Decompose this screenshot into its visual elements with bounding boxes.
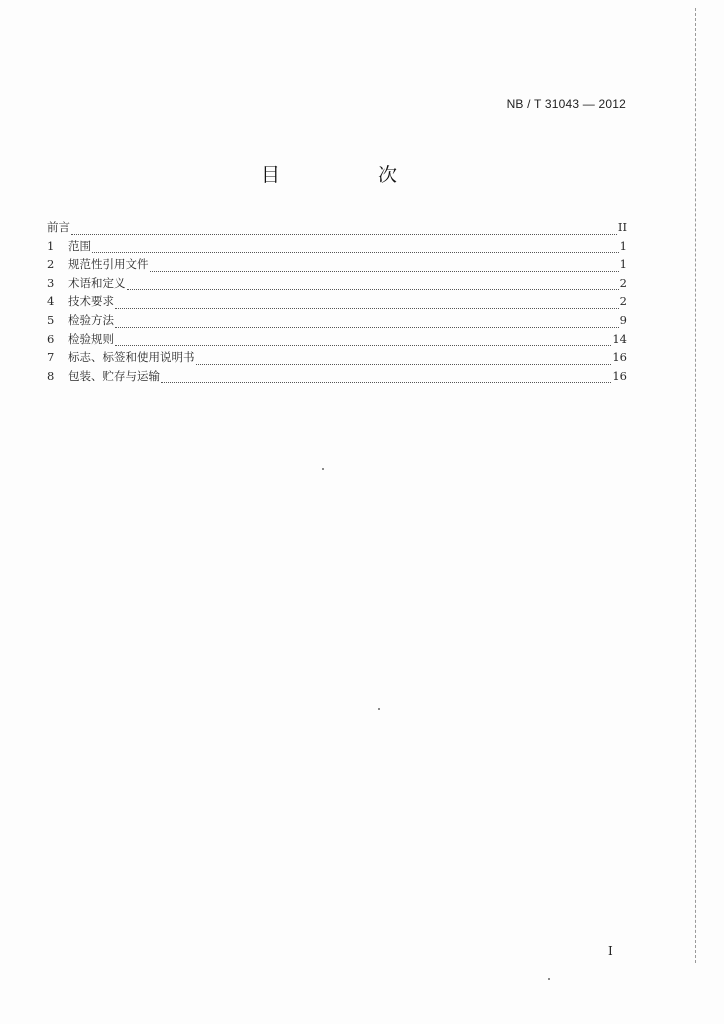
toc-entry-label: 检验规则 (68, 331, 114, 346)
table-of-contents (47, 219, 627, 386)
toc-entry-page: II (617, 220, 627, 234)
toc-entry-page: 1 (619, 238, 627, 253)
toc-entry[interactable] (47, 219, 627, 238)
toc-entry-label: 检验方法 (68, 312, 114, 327)
toc-entry-page: 2 (619, 275, 627, 290)
toc-entry-label: 范围 (68, 238, 91, 253)
toc-entry-number: 8 (47, 368, 55, 383)
toc-entry[interactable] (47, 256, 627, 275)
toc-entry-label: 包装、贮存与运输 (68, 368, 160, 383)
toc-entry[interactable] (47, 238, 627, 257)
toc-entry-number: 5 (47, 312, 55, 327)
scan-speck (378, 708, 380, 710)
toc-entry[interactable] (47, 368, 627, 387)
toc-entry-number: 7 (47, 350, 55, 365)
toc-entry[interactable] (47, 293, 627, 312)
toc-entry[interactable] (47, 331, 627, 350)
toc-leader-dots (115, 327, 619, 328)
toc-entry[interactable] (47, 275, 627, 294)
toc-leader-dots (115, 308, 619, 309)
toc-entry-label: 前言 (47, 220, 70, 234)
toc-entry-number: 6 (47, 331, 55, 346)
toc-entry-page: 16 (612, 350, 627, 365)
toc-entry-label: 标志、标签和使用说明书 (68, 350, 195, 365)
toc-leader-dots (92, 252, 619, 253)
toc-leader-dots (127, 289, 619, 290)
toc-entry-page: 1 (619, 257, 627, 272)
scan-speck (322, 468, 324, 470)
toc-leader-dots (115, 345, 611, 346)
toc-entry-number: 4 (47, 294, 55, 309)
toc-entry-page: 2 (619, 294, 627, 309)
toc-leader-dots (71, 234, 617, 235)
toc-entry-number: 1 (47, 238, 55, 253)
page-title: 目 次 (260, 164, 444, 186)
toc-entry-label: 技术要求 (68, 294, 114, 309)
toc-entry-label: 规范性引用文件 (68, 257, 149, 272)
toc-entry[interactable] (47, 349, 627, 368)
toc-leader-dots (150, 271, 619, 272)
toc-entry-number: 3 (47, 275, 55, 290)
toc-entry-page: 14 (612, 331, 627, 346)
page-number: I (608, 944, 613, 958)
toc-leader-dots (161, 382, 611, 383)
toc-entry-number: 2 (47, 257, 55, 272)
standard-number: NB / T 31043 — 2012 (506, 97, 626, 111)
toc-entry-page: 16 (612, 368, 627, 383)
toc-leader-dots (196, 364, 612, 365)
toc-entry-page: 9 (619, 312, 627, 327)
toc-entry[interactable] (47, 312, 627, 331)
toc-entry-label: 术语和定义 (68, 275, 126, 290)
scan-speck (548, 978, 550, 980)
scan-edge-line (695, 8, 696, 963)
